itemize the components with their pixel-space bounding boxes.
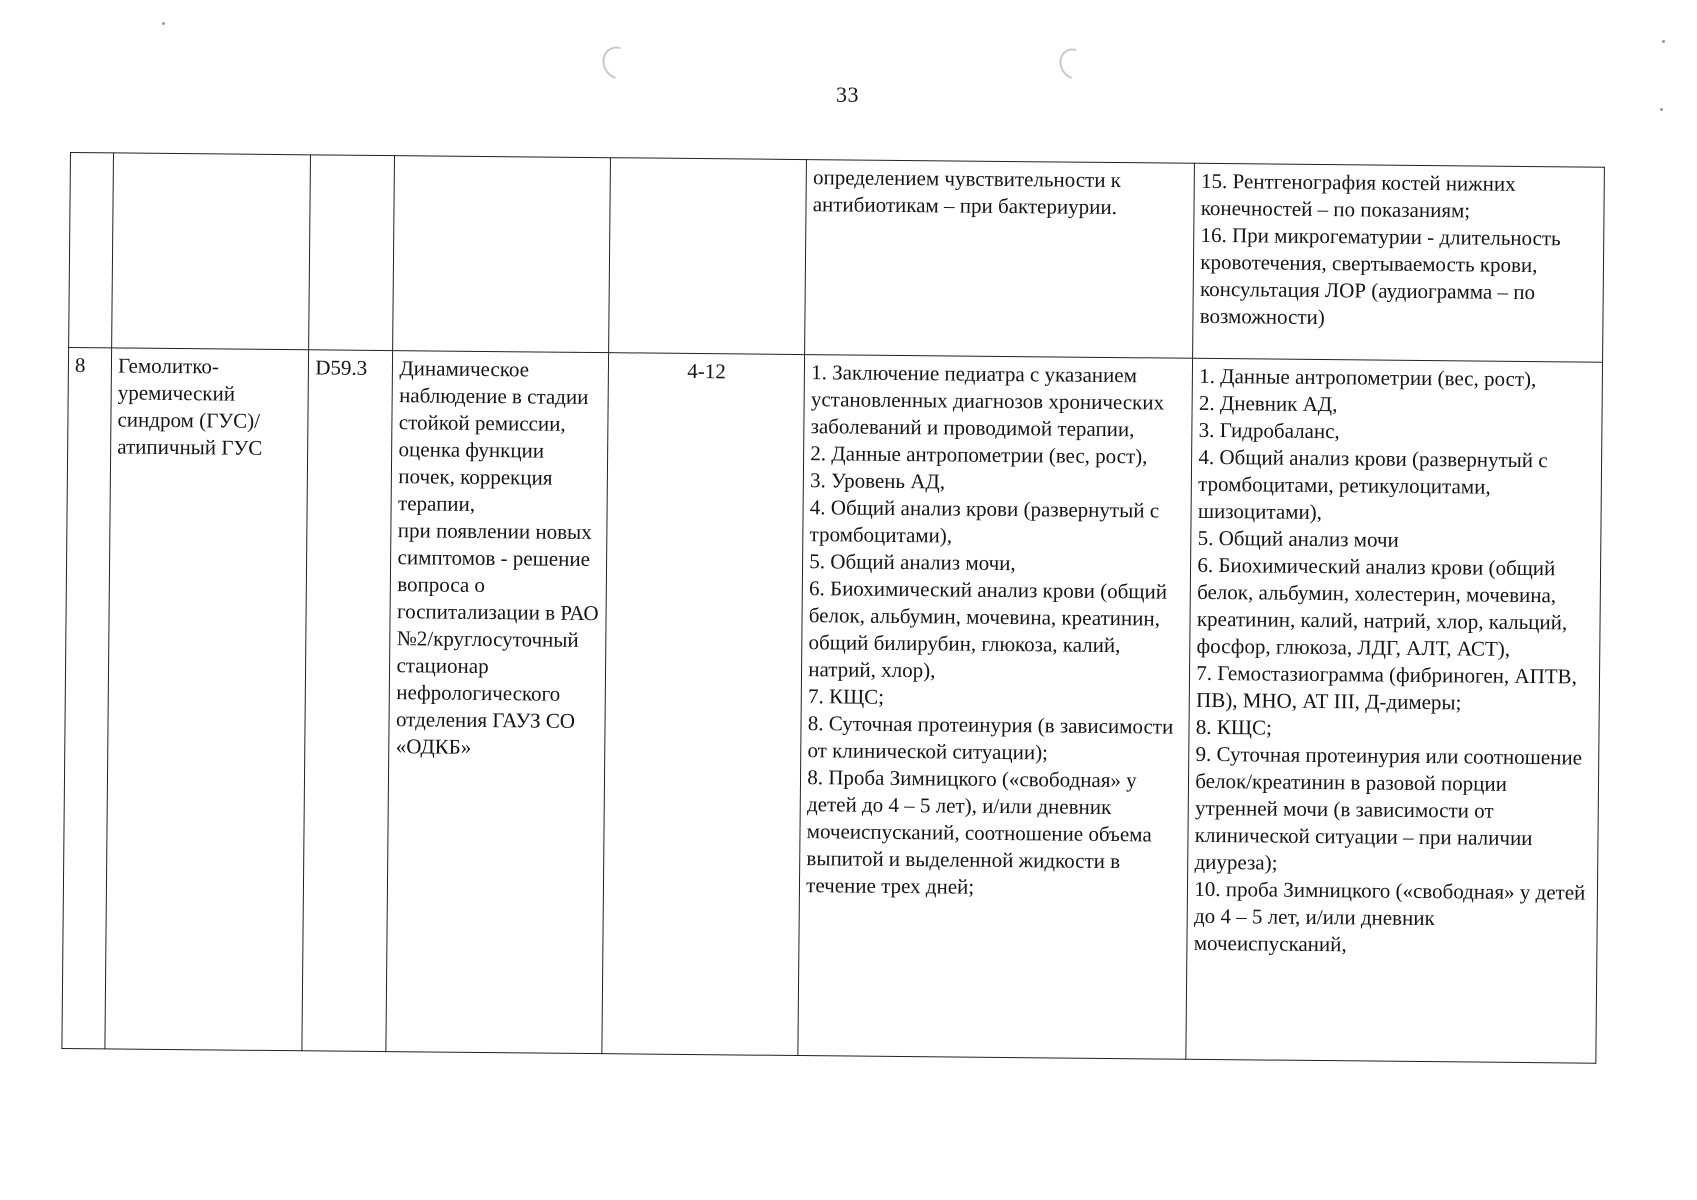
cell-diagnosis-name (112, 153, 311, 350)
cell-observation (393, 156, 610, 353)
scan-artifact (597, 41, 640, 85)
table-row-8 (62, 347, 1603, 1063)
cell-observation: Динамическое наблюдение в стадии стойкой ремиссии, оценка функции почек, коррекция терапии, при появлении новых симптомов - решение вопроса о госпитализации в РАО №2/круглосуточный стационар нефрологического отделения ГАУЗ СО «ОДКБ» (386, 351, 608, 1054)
cell-frequency (609, 158, 807, 355)
cell-frequency: 4-12 (602, 353, 805, 1056)
scan-speck (1660, 108, 1663, 111)
page-number: 33 (836, 82, 859, 107)
cell-number (69, 153, 114, 348)
cell-examinations: 15. Рентгенография костей нижних конечностей – по показаниям; 16. При микрогематурии - длительность кровотечения, свертываемость крови, консультация ЛОР (аудиограмма – по возможности) (1193, 163, 1605, 362)
scan-speck (162, 22, 165, 25)
cell-number: 8 (62, 347, 112, 1048)
cell-diagnosis-name: Гемолитко-уремический синдром (ГУС)/атипичный ГУС (105, 348, 309, 1051)
cell-icd-code (309, 155, 395, 351)
cell-examinations: 1. Данные антропометрии (вес, рост), 2. Дневник АД, 3. Гидробаланс, 4. Общий анализ крови (развернутый с тромбоцитами, ретикулоцитами, шизоцитами), 5. Общий анализ мочи 6. Биохимический анализ крови (общий белок, альбумин, холестерин, мочевина, креатинин, калий, натрий, хлор, кальций, фосфор, глюкоза, ЛДГ, АЛТ, АСТ), 7. Гемостазиограмма (фибриноген, АПТВ, ПВ), МНО, АТ III, Д-димеры; 8. КЩС; 9. Суточная протеинурия или соотношение белок/креатинин в разовой порции утренней мочи (в зависимости от клинической ситуации – при наличии диуреза); 10. проба Зимницкого («свободная» у детей до 4 – 5 лет, и/или дневник мочеиспусканий, (1186, 358, 1602, 1063)
scan-speck (1662, 40, 1665, 43)
scan-artifact (1054, 43, 1094, 85)
cell-icd-code: D59.3 (302, 350, 393, 1052)
cell-specialist-requirements: определением чувствительности к антибиотикам – при бактериурии. (805, 160, 1195, 359)
cell-specialist-requirements: 1. Заключение педиатра с указанием установленных диагнозов хронических заболеваний и проводимой терапии, 2. Данные антропометрии (вес, рост), 3. Уровень АД, 4. Общий анализ крови (развернутый с тромбоцитами), 5. Общий анализ мочи, 6. Биохимический анализ крови (общий белок, альбумин, мочевина, креатинин, общий билирубин, глюкоза, калий, натрий, хлор), 7. КЩС; 8. Суточная протеинурия (в зависимости от клинической ситуации); 8. Проба Зимницкого («свободная» у детей до 4 – 5 лет), и/или дневник мочеиспусканий, соотношение объема выпитой и выделенной жидкости в течение трех дней; (798, 355, 1193, 1060)
clinical-observation-table (61, 152, 1605, 1064)
table-row-continuation (69, 153, 1605, 363)
